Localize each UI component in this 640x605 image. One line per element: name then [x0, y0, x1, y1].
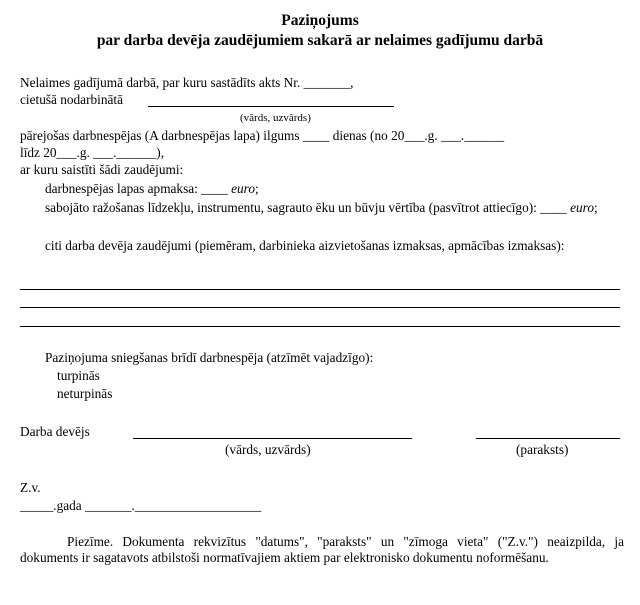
other-losses-line-1[interactable]	[20, 289, 620, 290]
document-title: Paziņojums	[281, 12, 359, 29]
victim-name-hint: (vārds, uzvārds)	[240, 112, 311, 124]
accident-act-line: Nelaimes gadījumā darbā, par kuru sastādīts akts Nr. _______,	[20, 75, 354, 90]
employer-name-line[interactable]	[133, 438, 412, 439]
loss-damage: sabojāto ražošanas līdzekļu, instrumentu, sagrauto ēku un būvju vērtība (pasvītrot attiecīgo): ____ euro;	[45, 200, 598, 215]
stamp-label: Z.v.	[20, 480, 41, 495]
incapacity-end-line: līdz 20___.g. ___.______),	[20, 145, 165, 160]
employer-signature-line[interactable]	[476, 438, 620, 439]
other-losses-line-3[interactable]	[20, 326, 620, 327]
employer-label: Darba devējs	[20, 424, 90, 439]
loss-other: citi darba devēja zaudējumi (piemēram, darbinieka aizvietošanas izmaksas, apmācības izmaksas):	[45, 238, 565, 253]
status-intro: Paziņojuma sniegšanas brīdī darbnespēja (atzīmēt vajadzīgo):	[45, 350, 374, 365]
victim-label: cietušā nodarbinātā	[20, 92, 124, 107]
loss-sick-leave: darbnespējas lapas apmaksa: ____ euro;	[45, 181, 259, 196]
document-subtitle: par darba devēja zaudējumiem sakarā ar nelaimes gadījumu darbā	[96, 32, 544, 49]
losses-intro: ar kuru saistīti šādi zaudējumi:	[20, 162, 184, 177]
victim-name-line[interactable]	[148, 106, 394, 107]
note: Piezīme. Dokumenta rekvizītus "datums", "paraksts" un "zīmoga vieta" ("Z.v.") neaizpilda, ja dokuments ir sagatavots atbilstoši normatīvajiem aktiem par elektronisko dokumentu noformēšanu.	[20, 534, 624, 565]
status-option-ended[interactable]: neturpinās	[57, 386, 113, 401]
other-losses-line-2[interactable]	[20, 307, 620, 308]
date-line[interactable]: _____.gada _______.___________________	[20, 498, 262, 513]
incapacity-duration-line: pārejošas darbnespējas (A darbnespējas lapa) ilgums ____ dienas (no 20___.g. ___.______	[20, 128, 505, 143]
status-option-continues[interactable]: turpinās	[57, 368, 100, 383]
employer-name-hint: (vārds, uzvārds)	[225, 442, 311, 457]
employer-signature-hint: (paraksts)	[516, 442, 569, 457]
